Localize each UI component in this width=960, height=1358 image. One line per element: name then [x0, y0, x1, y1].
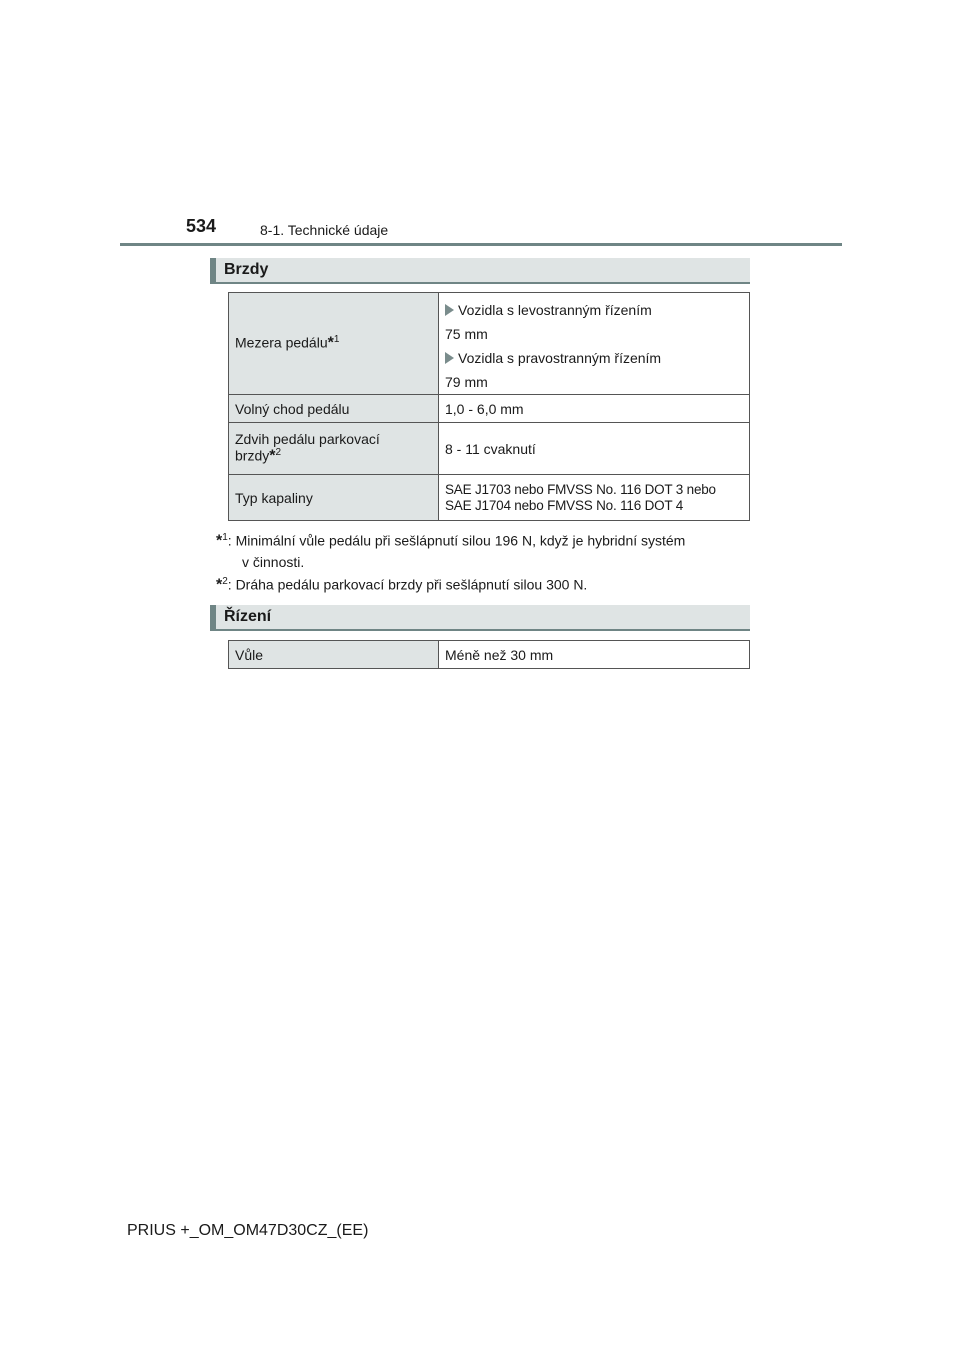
footnote-text: : Dráha pedálu parkovací brzdy při sešlápnutí silou 300 N.	[227, 576, 588, 593]
brakes-heading	[210, 258, 750, 284]
variant-lhd-value: 75 mm	[445, 325, 488, 342]
footnote-ref: 1	[333, 334, 340, 346]
value-line: SAE J1703 nebo FMVSS No. 116 DOT 3 nebo	[445, 481, 716, 497]
header-rule	[120, 243, 842, 246]
footnote-text-cont: v činnosti.	[242, 553, 305, 570]
parking-brake-travel-label	[229, 423, 439, 475]
variant-rhd-name: Vozidla s pravostranným řízením	[458, 349, 662, 366]
footer-code: PRIUS +_OM_OM47D30CZ_(EE)	[127, 1222, 369, 1239]
page-number: 534	[186, 216, 217, 236]
steering-heading-title: Řízení	[224, 608, 272, 625]
table-row	[229, 395, 750, 423]
steering-table	[228, 640, 750, 669]
footnote-star: *	[216, 532, 223, 550]
fluid-type-label: Typ kapaliny	[229, 475, 439, 521]
footnote-text: : Minimální vůle pedálu při sešlápnutí silou 196 N, když je hybridní systém	[227, 532, 686, 549]
footnote-2	[216, 572, 750, 596]
triangle-bullet-icon	[445, 352, 454, 364]
footnote-mark: 2	[222, 576, 228, 587]
footnote-star: *	[327, 334, 334, 352]
label-line-text: brzdy	[235, 447, 270, 464]
footnote-1	[216, 528, 750, 572]
label-line	[235, 447, 432, 466]
table-row	[229, 475, 750, 521]
triangle-bullet-icon	[445, 304, 454, 316]
play-label: Vůle	[229, 641, 439, 669]
variant-rhd-value: 79 mm	[445, 373, 488, 390]
free-play-value: 1,0 - 6,0 mm	[439, 395, 750, 423]
brakes-table	[228, 292, 750, 521]
fluid-type-value	[439, 475, 750, 521]
value-line: SAE J1704 nebo FMVSS No. 116 DOT 4	[445, 497, 684, 513]
footnote-mark: 1	[222, 532, 228, 543]
pedal-gap-label	[229, 293, 439, 395]
variant-lhd	[445, 302, 743, 318]
brakes-heading-title: Brzdy	[224, 261, 269, 278]
variant-lhd-name: Vozidla s levostranným řízením	[458, 301, 652, 318]
footnote-star: *	[216, 576, 223, 594]
footnote-ref: 2	[275, 447, 282, 459]
table-row	[229, 423, 750, 475]
pedal-gap-values	[439, 293, 750, 395]
pedal-gap-label-text: Mezera pedálu	[235, 334, 328, 351]
free-play-label: Volný chod pedálu	[229, 395, 439, 423]
steering-heading	[210, 605, 750, 631]
label-line: Zdvih pedálu parkovací	[235, 431, 380, 448]
section-path: 8-1. Technické údaje	[260, 222, 389, 238]
table-row	[229, 293, 750, 395]
footnote-star: *	[269, 447, 276, 465]
parking-brake-travel-value: 8 - 11 cvaknutí	[439, 423, 750, 475]
table-row	[229, 641, 750, 669]
play-value: Méně než 30 mm	[439, 641, 750, 669]
variant-rhd	[445, 350, 743, 366]
